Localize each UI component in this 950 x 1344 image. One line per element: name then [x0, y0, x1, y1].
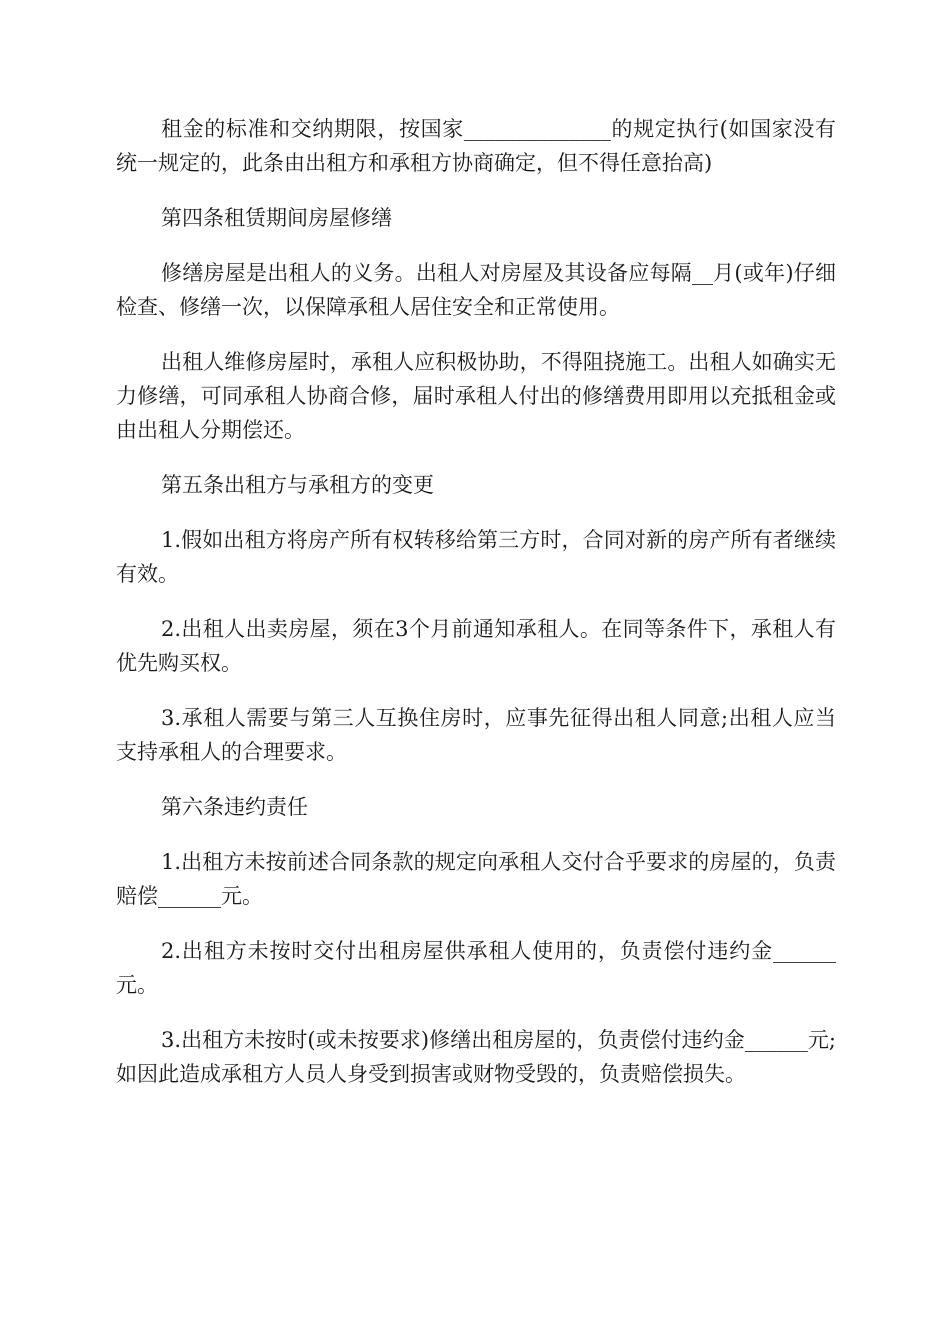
paragraph-breach-repair: 3.出租方未按时(或未按要求)修缮出租房屋的，负责偿付违约金______元;如因此造成承租方人员人身受到损害或财物受毁的，负责赔偿损失。	[116, 1028, 836, 1086]
paragraph-rent-standard: 租金的标准和交纳期限，按国家______________的规定执行(如国家没有统一规定的，此条由出租方和承租方协商确定，但不得任意抬高)	[116, 117, 836, 175]
paragraph-housing-exchange: 3.承租人需要与第三人互换住房时，应事先征得出租人同意;出租人应当支持承租人的合理要求。	[116, 706, 836, 764]
paragraph-repair-duty: 修缮房屋是出租人的义务。出租人对房屋及其设备应每隔__月(或年)仔细检查、修缮一次，以保障承租人居住安全和正常使用。	[116, 261, 836, 319]
paragraph-breach-late-delivery: 2.出租方未按时交付出租房屋供承租人使用的，负责偿付违约金______元。	[116, 939, 836, 997]
paragraph-repair-cooperation: 出租人维修房屋时，承租人应积极协助，不得阻挠施工。出租人如确实无力修缮，可同承租人协商合修，届时承租人付出的修缮费用即用以充抵租金或由出租人分期偿还。	[116, 350, 836, 442]
document-page	[116, 112, 836, 1112]
paragraph-ownership-transfer: 1.假如出租方将房产所有权转移给第三方时，合同对新的房产所有者继续有效。	[116, 528, 836, 586]
section-heading-article-5: 第五条出租方与承租方的变更	[161, 473, 434, 497]
section-heading-article-4: 第四条租赁期间房屋修缮	[161, 206, 392, 230]
paragraph-breach-delivery: 1.出租方未按前述合同条款的规定向承租人交付合乎要求的房屋的，负责赔偿______元。	[116, 850, 836, 908]
section-heading-article-6: 第六条违约责任	[161, 795, 308, 819]
paragraph-sale-notice: 2.出租人出卖房屋，须在3个月前通知承租人。在同等条件下，承租人有优先购买权。	[116, 617, 836, 675]
